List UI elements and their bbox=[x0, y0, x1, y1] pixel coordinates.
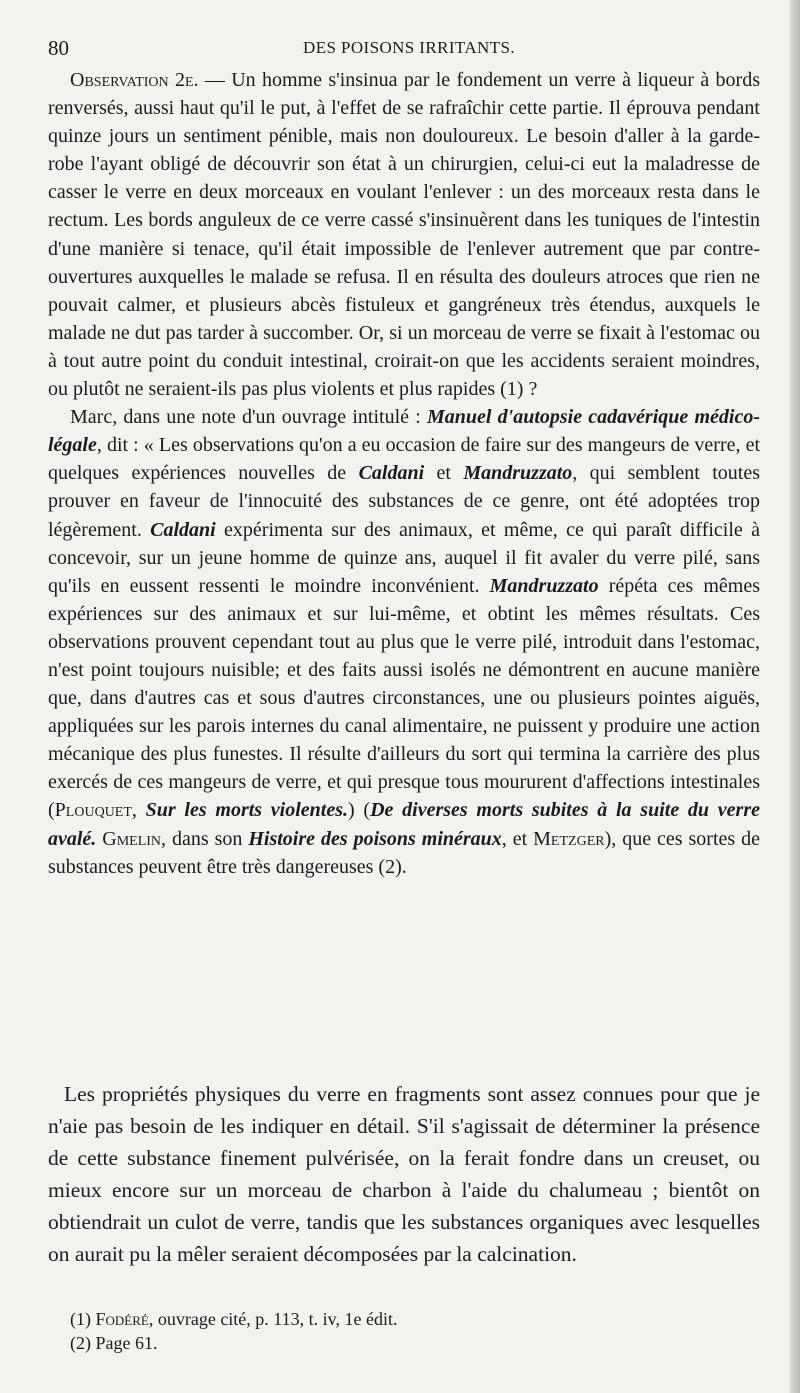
footnote-mark: (1) bbox=[70, 1309, 91, 1329]
italic-name: Caldani bbox=[150, 518, 216, 541]
text-run: , qui semblent toutes prouver en faveur de l'innocuité des substances de ce genre, ont été adoptées trop légèrement. bbox=[48, 462, 760, 541]
text-run: , bbox=[131, 799, 146, 822]
observation-label: Observation 2e. bbox=[70, 69, 199, 91]
italic-title: Manuel d'autopsie cadavérique médico-légale bbox=[48, 406, 760, 457]
small-print-section bbox=[48, 66, 760, 881]
observation-paragraph bbox=[48, 66, 760, 403]
text-run: et bbox=[424, 462, 464, 485]
text-run: Marc, dans une note d'un ouvrage intitulé : bbox=[70, 406, 427, 429]
main-text-section bbox=[48, 1078, 760, 1270]
text-run: ) ( bbox=[348, 799, 371, 822]
footnotes bbox=[70, 1307, 750, 1355]
page-edge bbox=[790, 0, 800, 1393]
footnote-1 bbox=[70, 1307, 750, 1331]
italic-name: Mandruzzato bbox=[463, 462, 573, 485]
author-name: Fodéré bbox=[95, 1309, 149, 1329]
text-run: répéta ces mêmes expériences sur des animaux et sur lui-même, et obtint les mêmes résultats. Ces observations prouvent cependant tout au plus que le verre pilé, introduit dans l'estomac, n'est point toujours nuisible; et des faits aussi isolés ne démontrent en aucune manière que, dans d'autres cas et sous d'autres circonstances, une ou plusieurs pointes aiguës, appliquées sur les parois internes du canal alimentaire, ne puissent y produire une action mécanique des plus funestes. Il résulte d'ailleurs du sort qui termina la carrière des plus exercés de ces mangeurs de verre, et qui presque tous moururent d'affections intestinales ( bbox=[48, 574, 760, 822]
main-paragraph: Les propriétés physiques du verre en fragments sont assez connues pour que je n'aie pas besoin de les indiquer en détail. S'il s'agissait de déterminer la présence de cette substance finement pulvérisée, on la ferait fondre dans un creuset, ou mieux encore sur un morceau de charbon à l'aide du chalumeau ; bientôt on obtiendrait un culot de verre, tandis que les substances organiques avec lesquelles on aurait pu la mêler seraient décomposées par la calcination. bbox=[48, 1082, 760, 1266]
observation-text: — Un homme s'insinua par le fondement un verre à liqueur à bords renversés, aussi haut qu'il le put, à l'effet de se rafraîchir cette partie. Il éprouva pendant quinze jours un sentiment pénible, mais non douloureux. Le besoin d'aller à la garde-robe l'ayant obligé de découvrir son état à un chirurgien, celui-ci eut la maladresse de casser le verre en deux morceaux en voulant l'enlever : un des morceaux resta dans le rectum. Les bords anguleux de ce verre cassé s'insinuèrent dans les tuniques de l'intestin d'une manière si tenace, qu'il était impossible de l'enlever autrement que par contre-ouvertures auxquelles le malade se refusa. Il en résulta des douleurs atroces que rien ne pouvait calmer, et plusieurs abcès fistuleux et gangréneux très étendus, auxquels le malade ne dut pas tarder à succomber. Or, si un morceau de verre se fixait à l'estomac ou à tout autre point du conduit intestinal, croirait-on que les accidents seraient moindres, ou plutôt ne seraient-ils pas plus violents et plus rapides (1) ? bbox=[48, 69, 760, 401]
author-name: Metzger bbox=[533, 827, 605, 850]
footnote-2 bbox=[70, 1331, 750, 1355]
footnote-mark: (2) bbox=[70, 1333, 91, 1353]
italic-title: Sur les morts violentes. bbox=[145, 799, 349, 822]
italic-name: Caldani bbox=[358, 462, 425, 485]
marc-paragraph bbox=[48, 403, 760, 881]
footnote-text: , ouvrage cité, p. 113, t. iv, 1e édit. bbox=[148, 1309, 398, 1329]
italic-name: Mandruzzato bbox=[489, 574, 599, 597]
page-header bbox=[48, 36, 770, 62]
author-name: Plouquet bbox=[54, 799, 132, 822]
running-title: DES POISONS IRRITANTS. bbox=[303, 38, 515, 57]
text-run: expérimenta sur des animaux, et même, ce qui paraît difficile à concevoir, sur un jeune homme de quinze ans, auquel il fit avaler du verre pilé, sans qu'ils en eussent ressenti le moindre inconvénient. bbox=[48, 518, 760, 597]
footnote-text: Page 61. bbox=[95, 1333, 158, 1353]
text-run: , dit : « Les observations qu'on a eu occasion de faire sur des mangeurs de verre, et quelques expériences nouvelles de bbox=[48, 434, 760, 485]
text-run: ), que ces sortes de substances peuvent être très dangereuses (2). bbox=[48, 827, 760, 878]
italic-title: De diverses morts subites à la suite du verre avalé. bbox=[48, 799, 760, 850]
text-run: , dans son bbox=[161, 827, 249, 850]
text-run: , et bbox=[501, 827, 534, 850]
author-name: Gmelin bbox=[102, 827, 162, 850]
page-number: 80 bbox=[48, 36, 69, 60]
italic-title: Histoire des poisons minéraux bbox=[248, 827, 502, 850]
